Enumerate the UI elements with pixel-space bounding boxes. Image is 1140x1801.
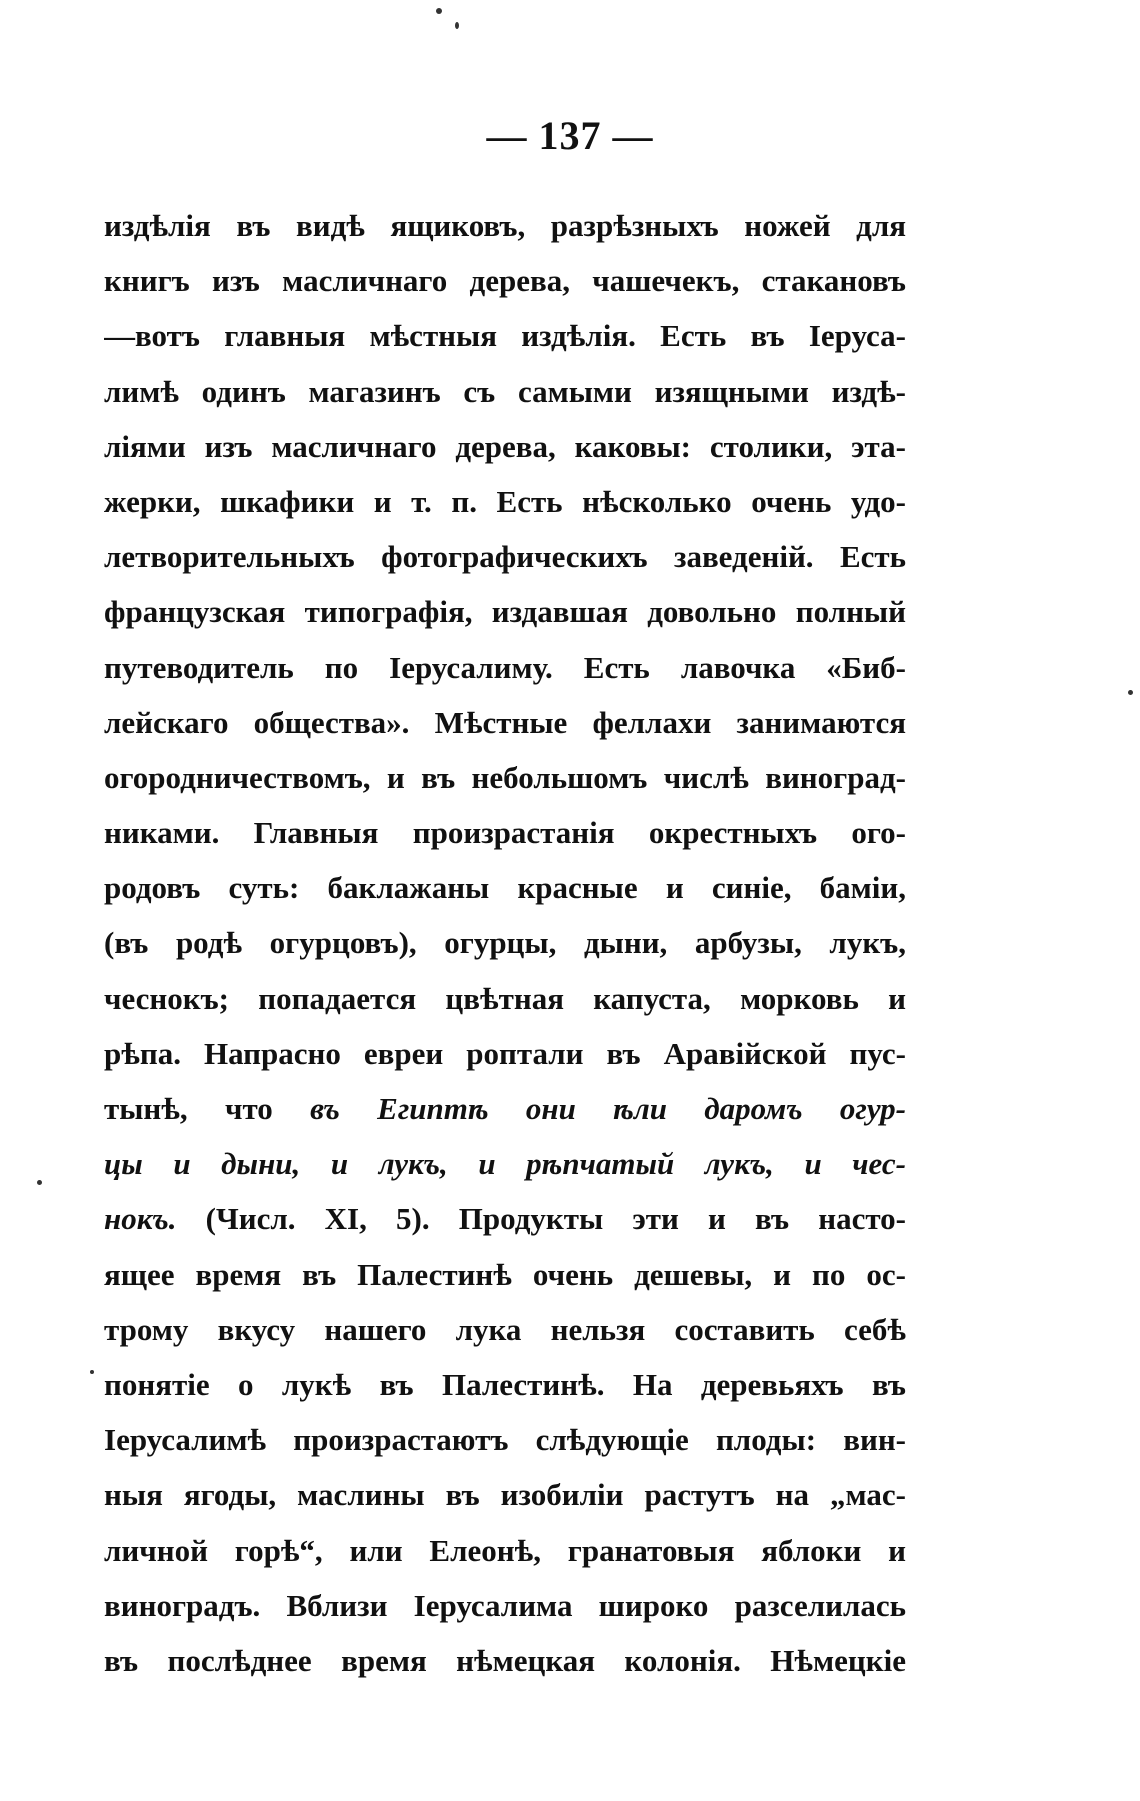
text-line bbox=[104, 1302, 906, 1357]
text-line bbox=[104, 915, 906, 970]
body-text bbox=[104, 198, 906, 1688]
text-line bbox=[104, 474, 906, 529]
text-segment: личной горѣ“, или Елеонѣ, гранатовыя яблоки и bbox=[104, 1532, 906, 1568]
text-line bbox=[104, 1136, 906, 1191]
text-line bbox=[104, 1523, 906, 1578]
text-segment: чеснокъ; попадается цвѣтная капуста, морковь и bbox=[104, 980, 906, 1016]
text-line bbox=[104, 695, 906, 750]
text-line bbox=[104, 419, 906, 474]
text-segment: никами. Главныя произрастанія окрестныхъ ого- bbox=[104, 815, 906, 851]
text-segment: жерки, шкафики и т. п. Есть нѣсколько очень удо- bbox=[104, 483, 906, 519]
text-line bbox=[104, 805, 906, 860]
text-line bbox=[104, 1026, 906, 1081]
text-line bbox=[104, 1578, 906, 1633]
text-segment: ящее время въ Палестинѣ очень дешевы, и по ос- bbox=[104, 1256, 906, 1292]
text-line bbox=[104, 1247, 906, 1302]
text-line bbox=[104, 1357, 906, 1412]
italic-quotation: цы и дыни, и лукъ, и рѣпчатый лукъ, и чес- bbox=[104, 1146, 906, 1182]
italic-quotation: въ Египтѣ они ѣли даромъ огур- bbox=[310, 1091, 906, 1126]
text-segment: Іерусалимѣ произрастаютъ слѣдующіе плоды: вин- bbox=[104, 1422, 906, 1458]
text-line bbox=[104, 308, 906, 363]
text-segment: летворительныхъ фотографическихъ заведеній. Есть bbox=[104, 539, 906, 575]
speck-mark bbox=[436, 8, 442, 14]
page-number: — 137 — bbox=[486, 113, 654, 158]
speck-mark bbox=[90, 1370, 94, 1374]
text-segment: французская типографія, издавшая довольно полный bbox=[104, 594, 906, 630]
text-line bbox=[104, 1191, 906, 1246]
text-line bbox=[104, 1633, 906, 1688]
text-line bbox=[104, 640, 906, 695]
text-segment: трому вкусу нашего лука нельзя составить себѣ bbox=[104, 1311, 906, 1347]
text-segment: (Числ. XI, 5). Продукты эти и въ насто- bbox=[176, 1201, 906, 1237]
text-segment: огородничествомъ, и въ небольшомъ числѣ виноград- bbox=[104, 759, 906, 795]
text-segment: рѣпа. Напрасно евреи роптали въ Аравійской пус- bbox=[104, 1035, 906, 1071]
text-line bbox=[104, 529, 906, 584]
text-line bbox=[104, 971, 906, 1026]
text-line bbox=[104, 1412, 906, 1467]
text-segment: ныя ягоды, маслины въ изобиліи растутъ на „мас- bbox=[104, 1477, 906, 1513]
text-line bbox=[104, 253, 906, 308]
speck-mark bbox=[1128, 690, 1133, 695]
text-line bbox=[104, 364, 906, 419]
text-segment: лимѣ одинъ магазинъ съ самыми изящными издѣ- bbox=[104, 373, 906, 409]
text-segment: понятіе о лукѣ въ Палестинѣ. На деревьяхъ въ bbox=[104, 1366, 906, 1402]
text-segment: ліями изъ масличнаго дерева, каковы: столики, эта- bbox=[104, 428, 906, 464]
speck-mark bbox=[37, 1180, 42, 1185]
text-segment: виноградъ. Вблизи Іерусалима широко разселилась bbox=[104, 1587, 906, 1623]
text-segment: (въ родѣ огурцовъ), огурцы, дыни, арбузы, лукъ, bbox=[104, 925, 906, 961]
text-line bbox=[104, 198, 906, 253]
text-segment: путеводитель по Іерусалиму. Есть лавочка «Биб- bbox=[104, 649, 906, 685]
text-line bbox=[104, 584, 906, 639]
text-segment: тынѣ, что bbox=[104, 1091, 311, 1126]
text-line bbox=[104, 1467, 906, 1522]
text-segment: въ послѣднее время нѣмецкая колонія. Нѣмецкіе bbox=[104, 1642, 906, 1678]
text-segment: лейскаго общества». Мѣстные феллахи занимаются bbox=[104, 704, 906, 740]
italic-quotation: нокъ. bbox=[104, 1201, 177, 1237]
text-line bbox=[104, 1081, 906, 1136]
text-segment: —вотъ главныя мѣстныя издѣлія. Есть въ Іеруса- bbox=[104, 318, 906, 354]
text-segment: родовъ суть: баклажаны красные и синіе, баміи, bbox=[104, 870, 906, 906]
text-line bbox=[104, 860, 906, 915]
text-segment: издѣлія въ видѣ ящиковъ, разрѣзныхъ ножей для bbox=[104, 208, 906, 243]
text-segment: книгъ изъ масличнаго дерева, чашечекъ, стакановъ bbox=[104, 263, 906, 299]
speck-mark bbox=[455, 22, 459, 29]
text-line bbox=[104, 750, 906, 805]
